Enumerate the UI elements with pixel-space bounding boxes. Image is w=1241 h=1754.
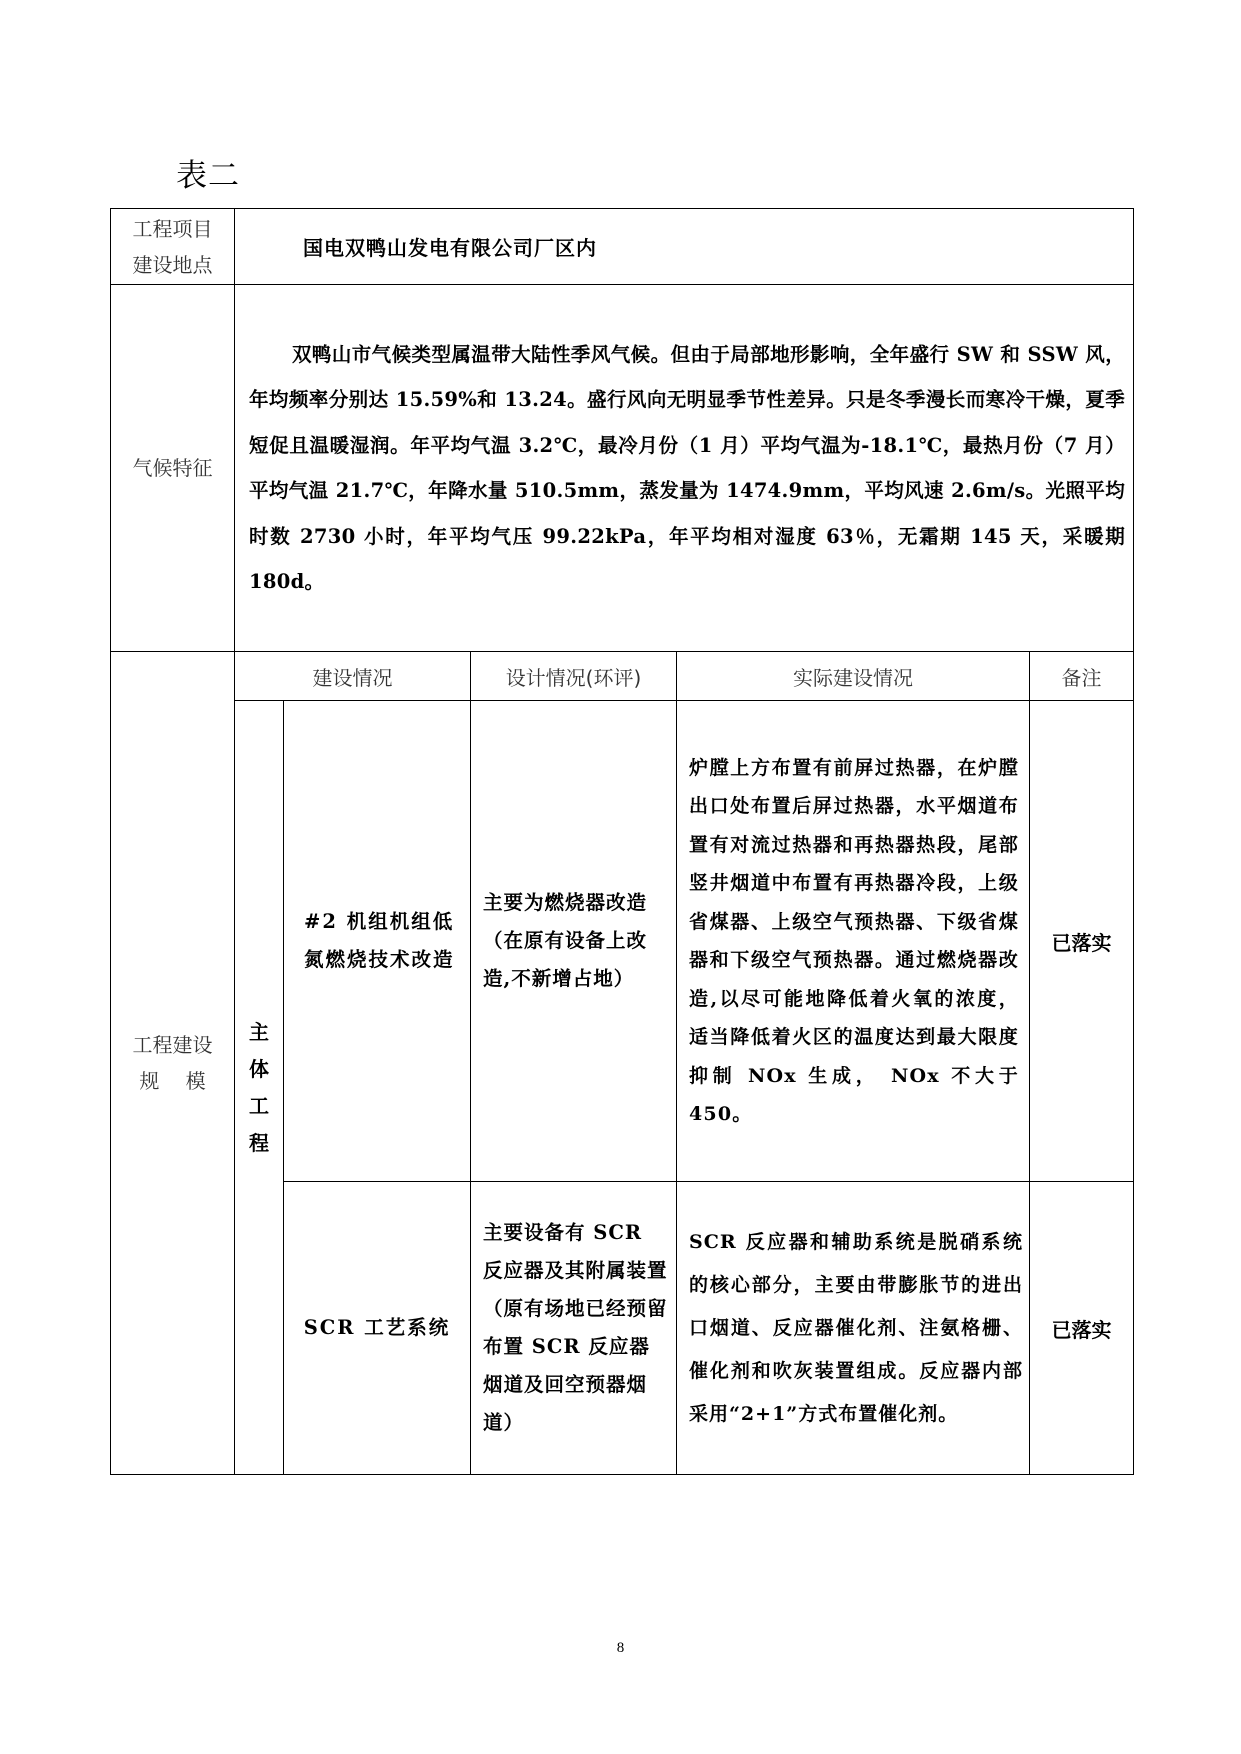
scale-label-line1: 工程建设 [132,1033,213,1057]
row1-note: 已落实 [1030,701,1134,1182]
row2-project: SCR 工艺系统 [284,1182,471,1475]
row1-design: 主要为燃烧器改造（在原有设备上改造,不新增占地） [471,701,677,1182]
page-number: 8 [616,1640,625,1656]
climate-text: 双鸭山市气候类型属温带大陆性季风气候。但由于局部地形影响，全年盛行 SW 和 SSW 风，年均频率分别达 15.59%和 13.24。盛行风向无明显季节性差异。只是冬季漫长而寒冷干燥，夏季短促且温暖湿润。年平均气温 3.2℃，最冷月份（1 月）平均气温为-18.1℃，最热月份（7 月）平均气温 21.7℃，年降水量 510.5mm，蒸发量为 1474.9mm，平均风速 2.6m/s。光照平均时数 2730 小时，年平均气压 99.22kPa，年平均相对湿度 63％，无霜期 145 天，采暖期 180d。 [235,285,1134,652]
row2-note: 已落实 [1030,1182,1134,1475]
climate-label: 气候特征 [111,285,235,652]
header-note: 备注 [1030,652,1134,701]
location-row [111,209,1134,285]
page-title: 表二 [176,158,240,194]
location-label-line1: 工程项目 [132,216,213,241]
header-design: 设计情况(环评) [471,652,677,701]
row2-actual: SCR 反应器和辅助系统是脱硝系统的核心部分，主要由带膨胀节的进出口烟道、反应器催化剂、注氨格栅、催化剂和吹灰装置组成。反应器内部采用“2+1”方式布置催化剂。 [677,1182,1030,1475]
location-label [111,209,235,285]
header-construction: 建设情况 [235,652,471,701]
project-info-table [110,208,1134,1475]
category-main-works: 主 体 工 程 [235,701,284,1475]
row1-project: #2 机组机组低氮燃烧技术改造 [284,701,471,1182]
location-value: 国电双鸭山发电有限公司厂区内 [235,209,1134,285]
table-row [111,701,1134,1182]
scale-header-row [111,652,1134,701]
header-actual: 实际建设情况 [677,652,1030,701]
scale-label-line2: 规 模 [139,1069,206,1093]
row1-actual: 炉膛上方布置有前屏过热器，在炉膛出口处布置后屏过热器，水平烟道布置有对流过热器和再热器热段，尾部竖井烟道中布置有再热器冷段，上级省煤器、上级空气预热器、下级省煤器和下级空气预热器。通过燃烧器改造,以尽可能地降低着火氧的浓度，适当降低着火区的温度达到最大限度抑制 NOx 生成， NOx 不大于 450。 [677,701,1030,1182]
scale-label [111,652,235,1475]
row2-design: 主要设备有 SCR 反应器及其附属装置（原有场地已经预留布置 SCR 反应器烟道及回空预器烟道） [471,1182,677,1475]
climate-row [111,285,1134,652]
location-label-line2: 建设地点 [132,252,213,277]
